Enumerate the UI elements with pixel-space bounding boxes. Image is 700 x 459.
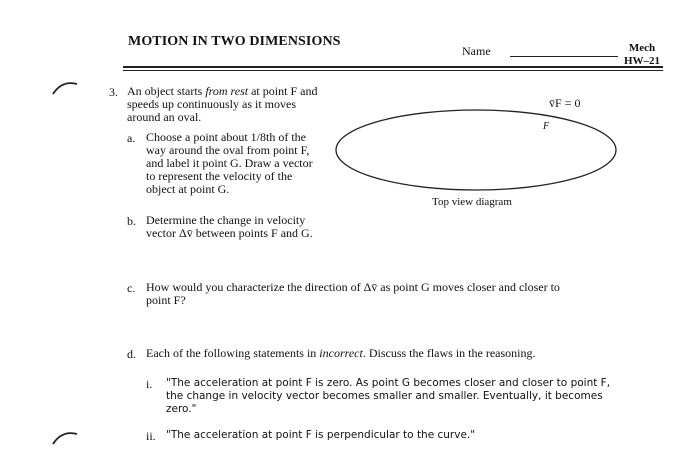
part-d-i-label: i. [146,377,153,391]
statement-line: "The acceleration at point F is zero. As point G becomes closer and closer to point F, [166,377,611,389]
part-d-text-pre: Each of the following statements in [146,346,320,360]
point-f-label: F [543,121,550,132]
part-c-line: point F? [146,293,186,307]
oval-diagram [330,105,630,195]
part-d-text [146,347,606,360]
part-d-text-post: . Discuss the flaws in the reasoning. [362,346,536,360]
part-a-line: way around the oval from point F, [146,143,310,157]
part-b-text [146,214,346,240]
part-c-text [146,281,616,307]
stem-text-post: at point F and [248,84,318,98]
problem-number: 3. [109,85,118,99]
header-rule-thick [123,66,663,68]
header-rule-thin [123,70,663,71]
name-label: Name [462,44,491,58]
stem-emphasis: from rest [205,84,249,98]
part-a-line: to represent the velocity of the [146,169,293,183]
part-d-i-statement [166,377,636,416]
course-block [624,42,660,68]
problem-stem [127,85,342,124]
part-d-emphasis: incorrect [319,346,363,360]
part-c-label: c. [127,281,136,295]
homework-id: HW–21 [624,55,661,67]
part-b-line: vector Δv̄ between points F and G. [146,226,313,240]
oval-path [336,110,616,190]
statement-line: "The acceleration at point F is perpendicular to the curve." [166,429,476,441]
stem-text: An object starts [127,84,206,98]
velocity-label: v̄F = 0 [549,96,581,110]
part-a-line: and label it point G. Draw a vector [146,156,313,170]
course-name: Mech [628,42,656,54]
part-b-line: Determine the change in velocity [146,213,306,227]
part-a-text [146,131,336,196]
margin-arc-top [50,78,80,98]
part-c-line: How would you characterize the direction of Δv̄ as point G moves closer and closer to [146,280,560,294]
name-blank-line [510,56,618,57]
margin-arc-bottom [50,428,80,448]
statement-line: the change in velocity vector becomes smaller and smaller. Eventually, it becomes zero." [166,390,603,415]
part-b-label: b. [127,214,136,228]
worksheet-title: MOTION IN TWO DIMENSIONS [128,34,341,49]
part-d-ii-statement [166,429,636,442]
diagram-caption: Top view diagram [432,196,512,208]
part-a-line: Choose a point about 1/8th of the [146,130,306,144]
part-a-label: a. [127,131,136,145]
part-d-ii-label: ii. [146,429,156,443]
part-a-line: object at point G. [146,182,230,196]
part-d-label: d. [127,347,136,361]
stem-line-3: around an oval. [127,110,202,124]
stem-line-2: speeds up continuously as it moves [127,97,296,111]
